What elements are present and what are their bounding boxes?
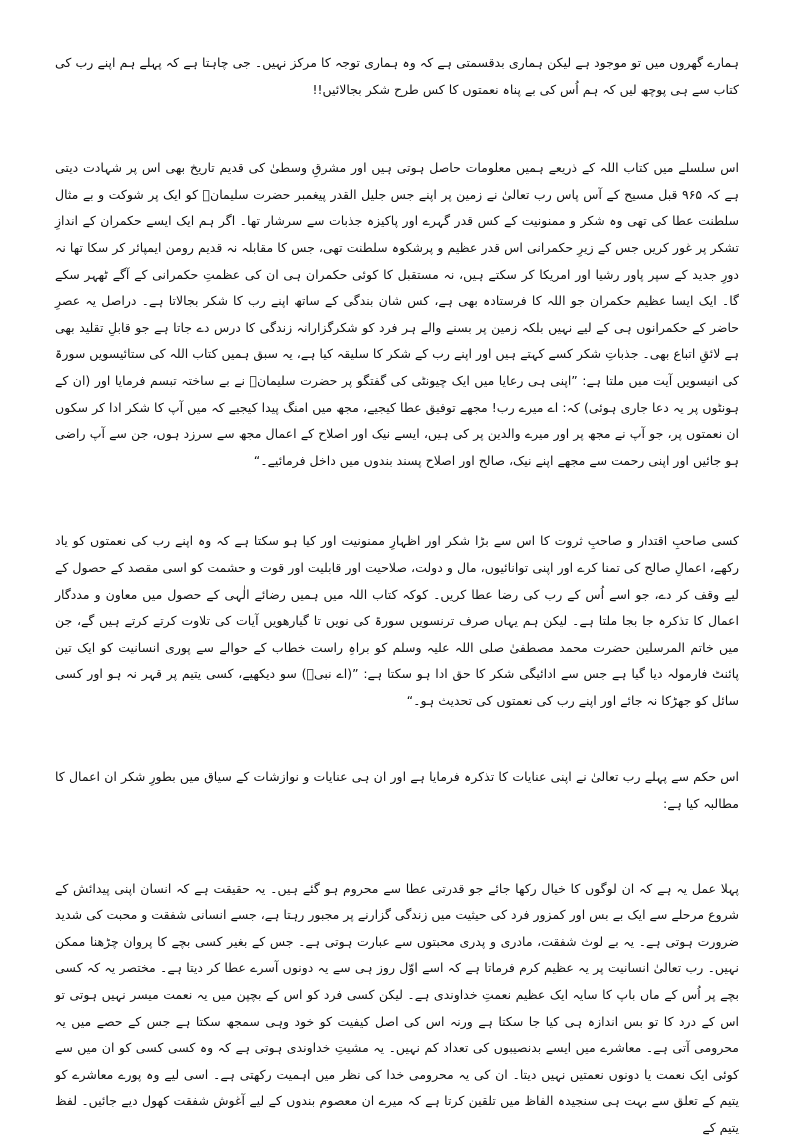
paragraph-first-deed-orphans: پہلا عمل یہ ہے کہ ان لوگوں کا خیال رکھا جائے جو قدرتی عطا سے محروم ہو گئے ہیں۔ یہ حقیقت ہے کہ انسان اپنی پیدائش کے شروع مرحلے سے ایک بے بس اور کمزور فرد کی حیثیت میں زندگی گزارنے پر مجبور رہتا ہے، جسے انسانی شفقت و محبت کی شدید ضرورت ہوتی ہے۔ یہ بے لوث شفقت، مادری و پدری محبتوں سے عبارت ہوتی ہے۔ جس کے بغیر کسی بچے کا پروان چڑھنا ممکن نہیں۔ رب تعالیٰ انسانیت پر یہ عظیم کرم فرماتا ہے کہ اسے اوّل روز ہی سے یہ دونوں آسرے عطا کر دیتا ہے۔ مختصر یہ کہ کسی بچے پر اُس کے ماں باپ کا سایہ ایک عظیم نعمتِ خداوندی ہے۔ لیکن کسی فرد کو اس کے بچپن میں یہ نعمت میسر نہیں ہوتی تو اس کے درد کا تو بس اندازہ ہی کیا جا سکتا ہے ورنہ اس کی اصل کیفیت کو خود وہی سمجھ سکتا ہے جس کے حصے میں یہ محرومی آتی ہے۔ معاشرے میں ایسے بدنصیبوں کی تعداد کم نہیں۔ یہ مشیتِ خداوندی ہوتی ہے کہ وہ کسی کسی کو ان میں سے کوئی ایک نعمت یا دونوں نعمتیں نہیں دیتا۔ ان کی یہ محرومی خدا کی نظر میں اہمیت رکھتی ہے۔ اسی لیے وہ پورے معاشرے کو یتیم کے تعلق سے بہت ہی سنجیدہ الفاظ میں تلقین کرتا ہے کہ میرے ان معصوم بندوں کے لیے آغوش شفقت کھول دیے جائیں۔ لفظ یتیم کے: [55, 880, 739, 1135]
paragraph-solomon-gratitude: اس سلسلے میں کتاب اللہ کے ذریعے ہمیں معلومات حاصل ہوتی ہیں اور مشرقِ وسطیٰ کی قدیم تاریخ بھی اس پر شہادت دیتی ہے کہ ۹۶۵ قبل مسیح کے آس پاس رب تعالیٰ نے زمین پر اپنے جس جلیل القدر پیغمبر حضرت سلیمانؑ کو ایک پر شوکت و بے مثال سلطنت عطا کی تھی وہ شکر و ممنونیت کے کس قدر گہرے اور پاکیزہ جذبات سے سرشار تھا۔ اگر ہم ایک ایسے حکمران کے اندازِ تشکر پر غور کریں جس کے زیرِ حکمرانی اس قدر عظیم و پرشکوہ سلطنت تھی، جس کا مقابلہ نہ قدیم رومن ایمپائر کر سکا تھا نہ دورِ جدید کے سپر پاور رشیا اور امریکا کر سکتے ہیں، نہ مستقبل کا کوئی حکمران ہی ان کی عظمتِ حکمرانی کے آگے ٹھہر سکے گا۔ ایک ایسا عظیم حکمران جو اللہ کا فرستادہ بھی ہے، کس شان بندگی کے ساتھ اپنے رب کا شکر بجالاتا ہے۔ دراصل یہ عصرِ حاضر کے حکمرانوں ہی کے لیے نہیں بلکہ زمین پر بسنے والے ہر فرد کو شکرگزارانہ زندگی کا درس دے جاتا ہے جو قابلِ تقلید بھی ہے لائقِ اتباع بھی۔ جذباتِ شکر کسے کہتے ہیں اور اپنے رب کے شکر کا سلیقہ کیا ہے، یہ سبق ہمیں کتاب اللہ کی ستائیسویں سورۃ کی انیسویں آیت میں ملتا ہے: ”اپنی ہی رعایا میں ایک چیونٹی کی گفتگو پر حضرت سلیمانؑ نے بے ساختہ تبسم فرمایا اور (ان کے ہونٹوں پر یہ دعا جاری ہوئی) کہ: اے میرے رب! مجھے توفیق عطا کیجیے، مجھ میں امنگ پیدا کیجیے کہ میں آپ کا شکر ادا کر سکوں ان نعمتوں پر، جو آپ نے مجھ پر اور میرے والدین پر کی ہیں، ایسے نیک اور اصلاح کے اعمال مجھ سے سرزد ہوں، جن سے آپ راضی ہو جائیں اور اپنی رحمت سے مجھے اپنے نیک، صالح اور اصلاح پسند بندوں میں داخل فرمائیے۔“: [55, 160, 739, 468]
paragraph-divine-favours: اس حکم سے پہلے رب تعالیٰ نے اپنی عنایات کا تذکرہ فرمایا ہے اور ان ہی عنایات و نوازشات کے سیاق میں بطورِ شکر ان اعمال کا مطالبہ کیا ہے:: [55, 769, 739, 812]
document-page: [55, 50, 739, 1142]
paragraph-intro: ہمارے گھروں میں تو موجود ہے لیکن ہماری بدقسمتی ہے کہ وہ ہماری توجہ کا مرکز نہیں۔ جی چاہتا ہے کہ پہلے ہم اپنے رب کی کتاب سے ہی پوچھ لیں کہ ہم اُس کی بے پناہ نعمتوں کا کس طرح شکر بجالائیں!!: [55, 55, 739, 97]
paragraph-forms-of-gratitude: کسی صاحبِ اقتدار و صاحبِ ثروت کا اس سے بڑا شکر اور اظہارِ ممنونیت اور کیا ہو سکتا ہے کہ وہ اپنے رب کی نعمتوں کو یاد رکھے، اعمالِ صالح کی تمنا کرے اور اپنی توانائیوں، مال و دولت، صلاحیت اور قابلیت اور قوت و حشمت کو اسی مقصد کے حصول کے لیے وقف کر دے، جو اسے اُس کے رب کی رضا عطا کریں۔ کوکہ کتاب اللہ میں ہمیں رضائے الٰہی کے حصول میں معاون و مددگار اعمال کا تذکرہ جا بجا ملتا ہے۔ لیکن ہم یہاں صرف ترنسویں سورۃ کی نویں تا گیارھویں آیات کی تلاوت کرتے کرتے ہیں گے، جن میں خاتم المرسلین حضرت محمد مصطفیٰ صلی اللہ علیہ وسلم کو براہِ راست خطاب کے حوالے سے پوری انسانیت کو ایک تین پائنٹ فارمولہ دیا گیا ہے جس سے ادائیگی شکر کا حق ادا ہو سکتا ہے: ”(اے نبیؐ) سو دیکھیے، کسی یتیم پر قہر نہ ہو اور کسی سائل کو جھڑکا نہ جائے اور اپنے رب کی نعمتوں کی تحدیث ہو۔“: [55, 533, 739, 708]
